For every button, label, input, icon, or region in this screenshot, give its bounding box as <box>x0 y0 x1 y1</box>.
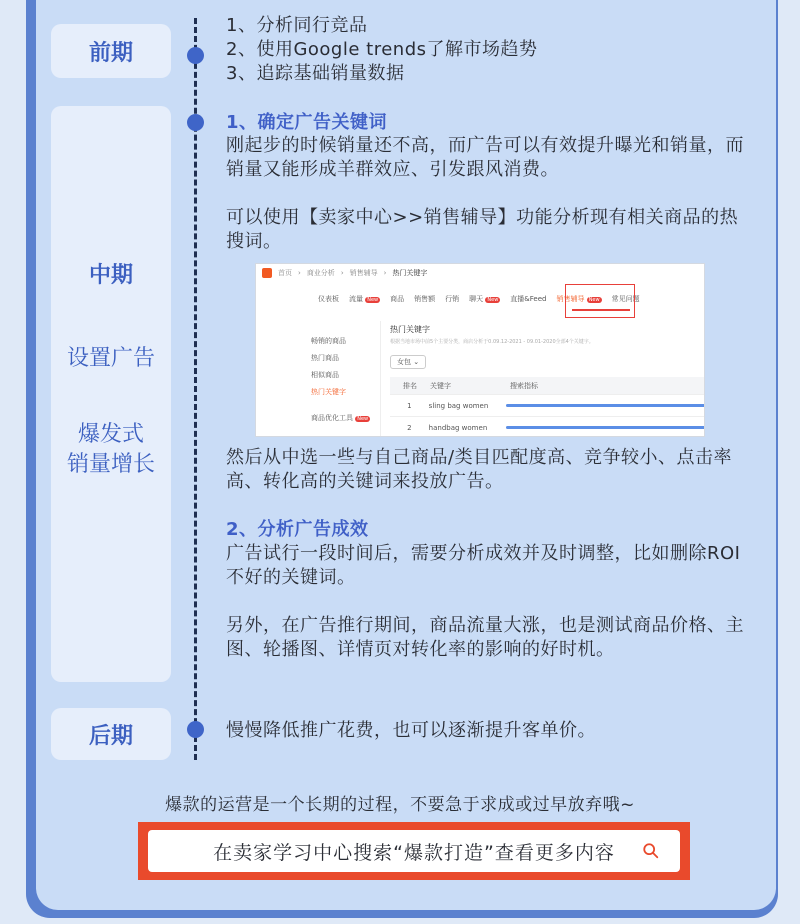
ss-crumb: 热门关键字 <box>392 269 428 277</box>
search-index-bar <box>506 426 705 429</box>
early-item: 1、分析同行竞品 <box>226 15 368 36</box>
timeline-dot-middle <box>187 114 204 131</box>
ss-tab: 行销 <box>445 295 460 303</box>
ss-main <box>390 324 705 437</box>
ss-tab-active: 销售辅导 New <box>556 295 600 303</box>
middle-paragraph-3: 然后从中选一些与自己商品/类目匹配度高、竞争较小、点击率高、转化高的关键词来投放广告。 <box>226 447 733 492</box>
ss-sidebar-item-active: 热门关键字 <box>311 388 346 396</box>
ss-table-header: 排名 关键字 搜索指标 <box>390 377 705 395</box>
ss-tab: 销售额 <box>414 295 436 303</box>
ss-category-select: 女包 ⌄ <box>390 355 426 369</box>
ss-title: 热门关键字 <box>390 325 430 334</box>
ss-sidebar <box>311 321 381 437</box>
middle-paragraph-2: 可以使用【卖家中心>>销售辅导】功能分析现有相关商品的热搜词。 <box>226 207 739 252</box>
ss-tab: 商品 <box>390 295 405 303</box>
seller-center-screenshot <box>255 263 705 437</box>
middle-paragraph-5: 另外，在广告推行期间，商品流量大涨，也是测试商品价格、主图、轮播图、详情页对转化率的影响的好时机。 <box>226 615 744 660</box>
table-row: 2 handbag women <box>390 417 705 437</box>
early-item: 3、追踪基础销量数据 <box>226 63 405 84</box>
ss-tab: 常见问题 <box>611 295 640 303</box>
ss-tab: 仪表板 <box>318 295 339 303</box>
search-cta-inner[interactable] <box>148 830 680 872</box>
phase-early-label: 前期 <box>51 24 171 78</box>
ss-tab-underline <box>572 309 630 311</box>
ss-subtitle: 根据当地市场中前5个主要分类，商店分析于0.09.12-2021 - 09.01-2020全部4个关键字。 <box>390 339 594 345</box>
ss-tab: 直播&Feed <box>510 295 547 303</box>
middle-heading-2: 2、分析广告成效 <box>226 519 369 540</box>
phase-middle-title: 中期 <box>88 263 133 288</box>
phase-middle-sub1: 设置广告 <box>66 346 155 371</box>
ss-highlight-box <box>565 284 635 318</box>
timeline-dot-early <box>187 47 204 64</box>
ss-crumb: 销售辅导 <box>349 269 378 277</box>
ss-crumb: 商业分析 <box>306 269 335 277</box>
ss-tab: 聊天 New <box>469 295 499 303</box>
ss-sidebar-item: 相似商品 <box>311 371 339 379</box>
table-row: 1 sling bag women <box>390 395 705 417</box>
search-cta-box[interactable] <box>138 822 690 880</box>
timeline-dot-late <box>187 721 204 738</box>
shop-logo-icon <box>262 268 272 278</box>
ss-sidebar-item: 畅销的商品 <box>311 337 346 345</box>
phase-middle-label <box>51 106 171 682</box>
phase-middle-sub2: 爆发式 销量增长 <box>66 422 155 477</box>
middle-paragraph-1: 刚起步的时候销量还不高，而广告可以有效提升曝光和销量，而销量又能形成羊群效应、引发跟风消费。 <box>226 135 744 180</box>
phase-late-label: 后期 <box>51 708 171 760</box>
late-text: 慢慢降低推广花费，也可以逐渐提升客单价。 <box>226 720 596 741</box>
search-index-bar <box>506 404 705 407</box>
early-list <box>226 14 756 86</box>
ss-tab: 流量 New <box>349 295 379 303</box>
ss-breadcrumb: 首页 › 商业分析 › 销售辅导 › 热门关键字 <box>262 268 427 278</box>
ss-table <box>390 377 705 437</box>
middle-heading-1: 1、确定广告关键词 <box>226 112 388 133</box>
search-cta-label: 在卖家学习中心搜索“爆款打造”查看更多内容 <box>213 841 615 864</box>
ss-sidebar-item: 商品优化工具 New <box>311 414 369 422</box>
outro-text: 爆款的运营是一个长期的过程，不要急于求成或过早放弃哦~ <box>165 795 635 815</box>
search-icon[interactable] <box>642 842 660 860</box>
ss-crumb: 首页 <box>278 269 292 277</box>
middle-paragraph-4: 广告试行一段时间后，需要分析成效并及时调整，比如删除ROI不好的关键词。 <box>226 543 741 588</box>
ss-sidebar-item: 热门商品 <box>311 354 339 362</box>
early-item: 2、使用Google trends了解市场趋势 <box>226 39 538 60</box>
